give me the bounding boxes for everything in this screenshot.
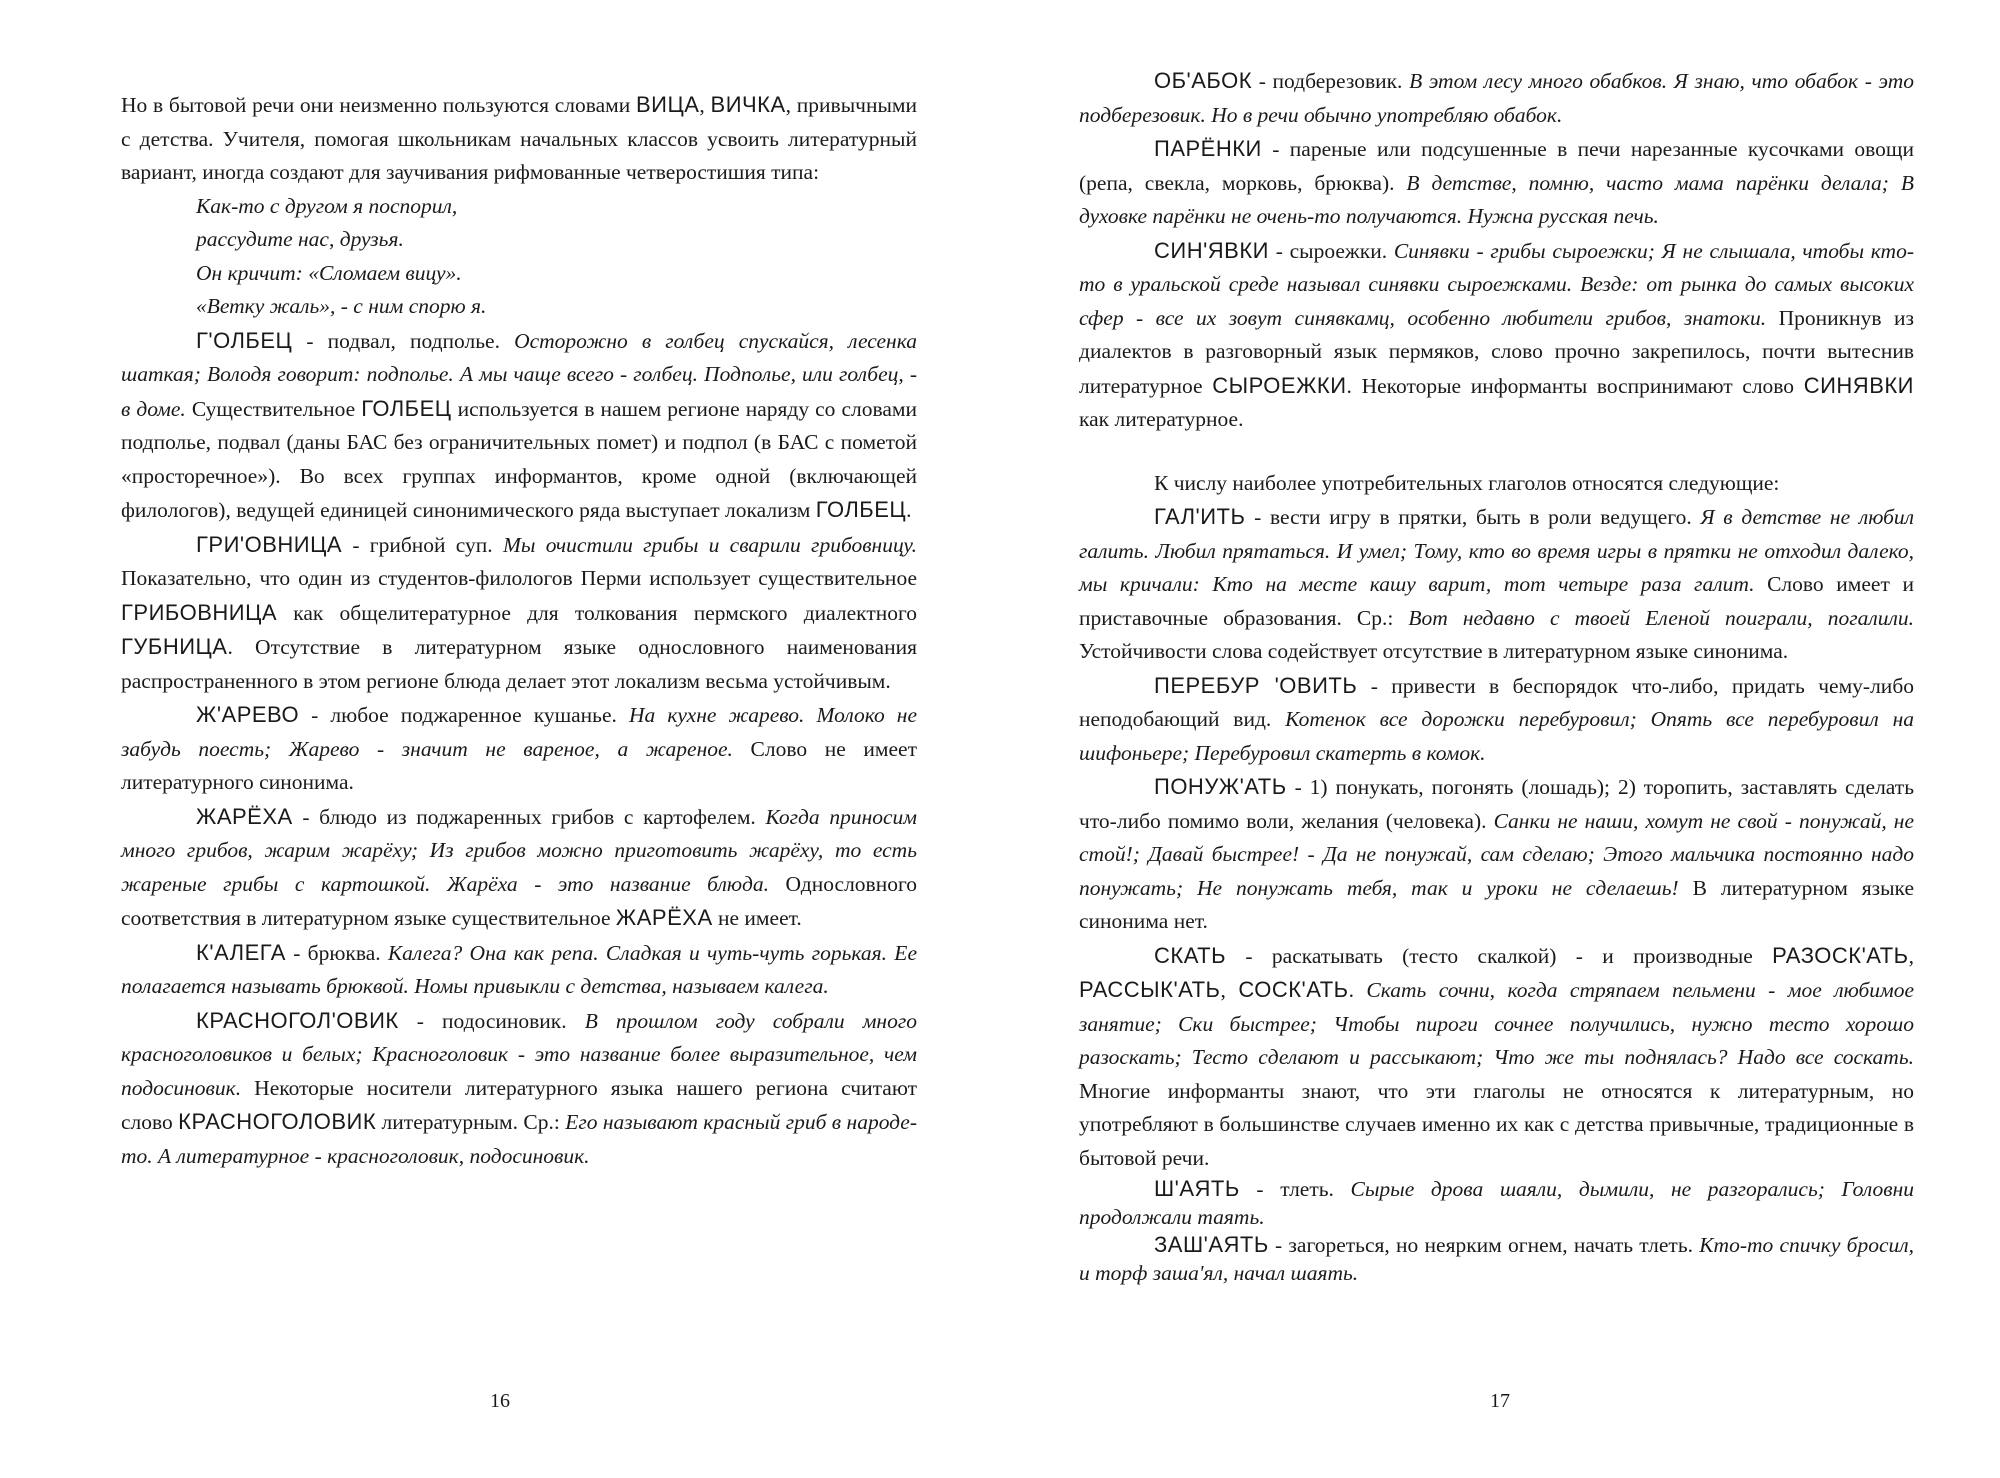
entry-definition: - подвал, подполье. [292,328,515,353]
text-run: Слово не имеет литературного синонима. [121,736,917,794]
entry-perebur [1079,669,1914,771]
text-run: Многие информанты знают, что эти глаголы не относятся к литературным, но употребляют в большинстве случаев именно их как с детства привычные, традиционные в бытовой речи. [1079,1078,1914,1170]
entry-example: Мы очистили грибы и сварили грибовницу. [502,532,917,557]
entry-skat [1079,939,1914,1176]
entry-example: Скать сочни, когда стряпаем пельмени - мое любимое занятие; Ски быстрее; Чтобы пироги сочнее получились, нужно тесто хорошо разоскать; Тесто сделают и рассыкают; Что же ты поднялась? Надо все соскать. [1079,978,1915,1069]
entry-term: ГРИ'ОВНИЦА [196,531,343,557]
text-run: литературным. Ср.: [376,1110,566,1134]
text-run: . [1348,978,1367,1002]
entry-zharevo [121,698,917,800]
entry-definition: - раскатывать (тесто скалкой) - и производные [1226,943,1773,968]
text-run: Но в бытовой речи они неизменно пользуются словами [121,93,636,117]
entry-parenki [1079,132,1914,234]
text-run: , [699,93,711,117]
entry-term: ЖАРЁХА [196,803,293,829]
entry-zashayat [1079,1231,1914,1287]
text-run: как общелитературное для толкования пермского диалектного [277,600,917,625]
entry-kalega [121,936,917,1004]
entry-term-inline: СОСК'АТЬ [1238,977,1349,1002]
entry-term: ОБ'АБОК [1154,68,1253,93]
entry-definition: - любое поджаренное кушанье. [299,703,629,727]
left-page-text [121,88,917,1173]
entry-definition: - подберезовик. [1252,69,1410,93]
entry-definition: - сыроежки. [1268,238,1394,263]
entry-golbets [121,324,917,528]
term-vichka: ВИЧКА [710,92,786,117]
entry-example: Санки не наши, хомут не свой - понужай, не стой!; Давай быстрее! - Да не понужай, сам сделаю; Этого мальчика постоянно надо понужать; Не понужать тебя, так и уроки не сделаешь! [1079,808,1914,900]
entry-term-inline: ГОЛБЕЦ [815,497,907,522]
text-run: , [1908,943,1914,968]
text-run: . Некоторые информанты воспринимают слово [1346,373,1804,398]
entry-term-inline: РАЗОСК'АТЬ [1772,942,1909,968]
entry-term: ПЕРЕБУР 'ОВИТЬ [1154,672,1358,698]
text-run: используется в нашем регионе наряду со словами подполье, подвал (даны БАС без ограничительных помет) и подпол (в БАС с пометой «просторечное»). Во всех группах информантов, кроме одной (включающей филологов), ведущей единицей синонимического ряда выступает локализм [121,396,917,522]
entry-definition: - пареные или подсушенные в печи нарезанные кусочками овощи (репа, свекла, морковь, брюква). [1079,137,1914,195]
entry-term: Ж'АРЕВО [196,702,300,727]
verse-line: рассудите нас, друзья. [196,227,404,251]
page-number: 16 [490,1390,510,1412]
entry-definition: - загореться, но неярким огнем, начать тлеть. [1268,1233,1700,1257]
entry-definition: - брюква. [285,940,388,965]
entry-krasnogolovik [121,1004,917,1174]
entry-definition: - блюдо из поджаренных грибов с картофелем. [292,804,766,829]
entry-term-inline: КРАСНОГОЛОВИК [178,1109,377,1134]
entry-obabok [1079,64,1914,132]
text-run: В литературном языке синонима нет. [1079,875,1914,933]
text-run: Однословного соответствия в литературном языке существительное [121,871,917,930]
entry-term: КРАСНОГОЛ'ОВИК [196,1007,399,1033]
entry-example: Сырые дрова шаяли, дымили, не разгорались; Головни продолжали таять. [1079,1177,1914,1229]
entry-term: СКАТЬ [1154,942,1227,968]
text-run: , [1220,978,1239,1002]
entry-term: ПАРЁНКИ [1154,136,1262,161]
entry-term-inline: СЫРОЕЖКИ [1212,372,1347,398]
verse-line: «Ветку жаль», - с ним спорю я. [196,294,487,318]
entry-term-inline: ЖАРЁХА [615,905,713,930]
entry-definition: - грибной суп. [342,532,503,557]
right-page-text [1079,64,1914,1287]
entry-term-inline: РАССЫК'АТЬ [1079,977,1221,1002]
text-run: Некоторые носители литературного языка нашего региона считают слово [121,1075,917,1134]
entry-term-inline: ГОЛБЕЦ [361,395,452,421]
entry-term: ПОНУЖ'АТЬ [1154,774,1287,799]
entry-definition: - вести игру в прятки, быть в роли ведущего. [1245,505,1701,529]
entry-sinyavki [1079,234,1914,437]
entry-definition: - привести в беспорядок что-либо, придать чему-либо неподобающий вид. [1079,673,1915,731]
rhyme-verse [196,190,917,324]
text-run: Проникнув из диалектов в разговорный язык пермяков, слово прочно закрепилось, почти вытеснив литературное [1079,305,1914,398]
entry-definition: - подосиновик. [398,1008,585,1033]
entry-definition: - 1) понукать, погонять (лошадь); 2) торопить, заставлять сделать что-либо помимо воли, желания (человека). [1079,775,1914,833]
text-run: . Отсутствие в литературном языке однословного наименования распространенного в этом регионе блюда делает этот локализм весьма устойчивым. [121,635,917,693]
text-run: , привычными с детства. Учителя, помогая школьникам начальных классов усвоить литературный вариант, иногда создают для заучивания рифмованные четверостишия типа: [121,93,918,184]
entry-term: ГАЛ'ИТЬ [1154,504,1246,529]
entry-example: Котенок все дорожки перебуровил; Опять все перебуровил на шифоньере; Перебуровил скатерть в комок. [1079,707,1914,765]
entry-term: К'АЛЕГА [196,939,286,965]
entry-definition: - тлеть. [1239,1177,1351,1201]
text-run: Слово имеет и приставочные образования. Ср.: [1079,572,1914,630]
entry-zharekha [121,800,917,936]
entry-term: ЗАШ'АЯТЬ [1154,1232,1269,1257]
text-run: не имеет. [712,906,802,930]
entry-example: В этом лесу много обабков. Я знаю, что обабок - это подберезовик. Но в речи обычно употребляю обабок. [1079,69,1914,127]
entry-ponuzhat [1079,770,1914,939]
entry-galit [1079,500,1914,669]
entry-term-inline: ГУБНИЦА [121,634,228,659]
entry-example: Кто-то спичку бросил, и торф заша'ял, начал шаять. [1079,1233,1915,1285]
entry-shayat [1079,1175,1914,1231]
entry-example: Калега? Она как репа. Сладкая и чуть-чуть горькая. Ее полагается называть брюквой. Номы привыкли с детства, называем калега. [121,940,917,998]
entry-term-inline: СИНЯВКИ [1803,372,1914,398]
entry-example: На кухне жарево. Молоко не забудь поесть; Жарево - значит не вареное, а жареное. [121,703,918,761]
entry-example: Осторожно в голбец спускайся, лесенка шаткая; Володя говорит: подполье. А мы чаще всего - голбец. Подполье, или голбец, - в доме. [121,328,917,421]
right-page [1000,0,2000,1478]
text-run: Устойчивости слова содействует отсутствие в литературном языке синонима. [1079,639,1789,663]
term-vitsa: ВИЦА [635,92,700,117]
text-run: . [906,498,912,522]
verbs-intro: К числу наиболее употребительных глаголов относятся следующие: [1154,470,1780,495]
entry-example: В детстве, помню, часто мама парёнки делала; В духовке парёнки не очень-то получаются. Нужна русская печь. [1079,170,1914,228]
entry-example: Я в детстве не любил галить. Любил прятаться. И умел; Тому, кто во время игры в прятки не отходил далеко, мы кричали: Кто на месте кашу варит, тот четыре раза галит. [1079,505,1915,596]
text-run: Показательно, что один из студентов-филологов Перми использует существительное [121,566,917,590]
entry-term: Г'ОЛБЕЦ [196,327,293,353]
entry-term: Ш'АЯТЬ [1154,1176,1240,1201]
verse-line: Он кричит: «Сломаем вицу». [196,260,462,285]
entry-term: СИН'ЯВКИ [1154,237,1269,263]
entry-term-inline: ГРИБОВНИЦА [121,599,278,625]
entry-example: Вот недавно с твоей Еленой поиграли, погалили. [1408,605,1914,630]
text-run: Существительное [185,396,362,421]
verse-line: Как-то с другом я поспорил, [196,193,458,218]
text-run: как литературное. [1079,407,1244,431]
entry-example: В прошлом году собрали много красноголовиков и белых; Красноголовик - это название более выразительное, чем подосиновик. [121,1008,917,1100]
entry-example: Когда приносим много грибов, жарим жарёху; Из грибов можно приготовить жарёху, то есть жареные грибы с картошкой. Жарёха - это название блюда. [121,804,917,896]
entry-gribovnitsa [121,528,917,699]
entry-example: Синявки - грибы сыроежки; Я не слышала, чтобы кто-то в уральской среде называл синявки сыроежками. Везде: от рынка до самых высоких сфер - все их зовут синявкамц, особенно любители грибов, знатоки. [1079,238,1914,330]
entry-example: Его называют красный гриб в народе-то. А литературное - красноголовик, подосиновик. [121,1110,918,1168]
page-number: 17 [1490,1390,1510,1412]
intro-paragraph [121,88,917,190]
